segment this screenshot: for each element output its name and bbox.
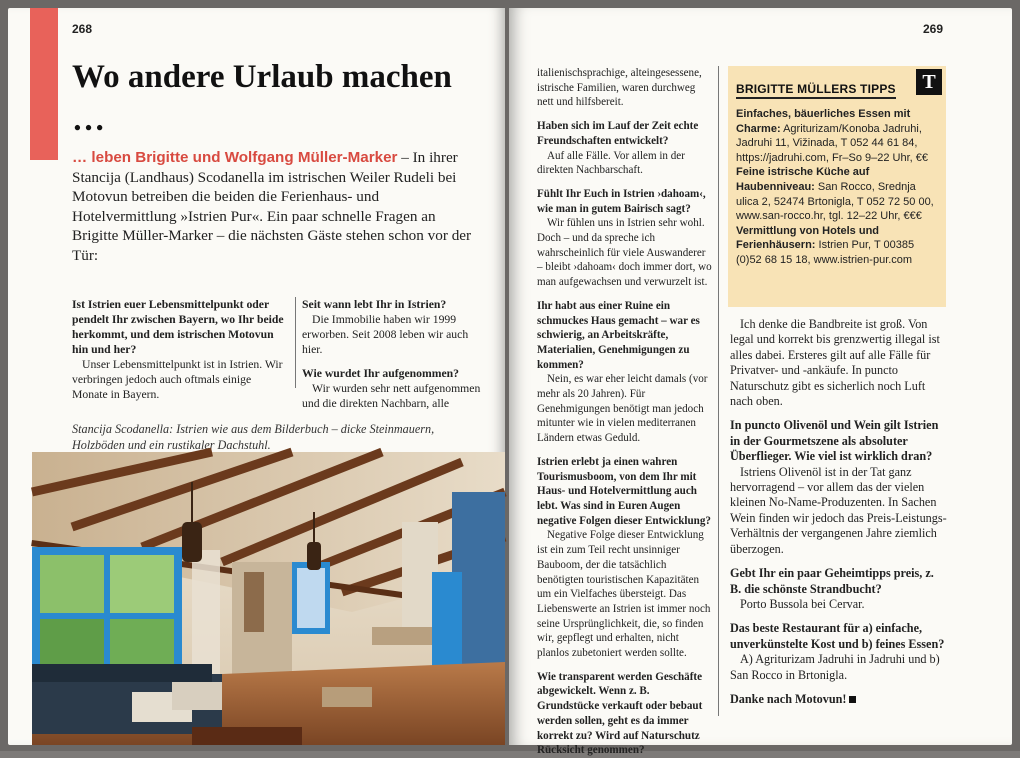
tip-text: Istrien Pur, T 00385 (0)52 68 15 18, www.istrien-pur.com bbox=[736, 239, 915, 266]
interior-photo bbox=[32, 452, 505, 745]
paragraph-gap bbox=[730, 409, 948, 418]
tip-item bbox=[736, 107, 940, 165]
tips-badge: T bbox=[916, 69, 942, 95]
interview-question: In puncto Olivenöl und Wein gilt Istrien in der Gourmetszene als absoluter Überflieger. Wie viel ist wirklich dran? bbox=[730, 418, 939, 464]
tip-text: Agriturizam/Konoba Jadruhi, Jadruhi 11, Vižinada, T 052 44 61 84, https://jadruhi.com, Fr–So 9–22 Uhr, €€ bbox=[736, 122, 928, 164]
paragraph-gap bbox=[537, 178, 713, 187]
tip-item bbox=[736, 224, 940, 268]
tips-box bbox=[728, 66, 946, 307]
intro-paragraph bbox=[72, 148, 483, 266]
interview-answer: Ich denke die Bandbreite ist groß. Von legal und korrekt bis grenzwertig illegal ist alles dabei. Ersteres gilt auf alle Fälle für Privatver- und -ankäufe. In puncto Naturschutz gibt es sicherlich noch Luft nach oben. bbox=[730, 317, 940, 409]
paragraph-gap bbox=[537, 446, 713, 455]
interview-question: Das beste Restaurant für a) einfache, unverkünstelte Kost und b) feines Essen? bbox=[730, 621, 945, 651]
paragraph-gap bbox=[537, 110, 713, 119]
interview-answer: Unser Lebensmittelpunkt ist in Istrien. Wir verbringen jedoch auch oftmals einige Monate in Bayern. bbox=[72, 358, 283, 401]
left-page bbox=[8, 8, 505, 745]
column-divider-right bbox=[718, 66, 719, 716]
right-page bbox=[509, 8, 1012, 757]
intro-lead: … leben Brigitte und Wolfgang Müller-Marker bbox=[72, 149, 398, 166]
interview-column-4 bbox=[730, 317, 948, 707]
paragraph-gap bbox=[537, 661, 713, 670]
end-mark bbox=[849, 696, 856, 703]
photo-caption: Stancija Scodanella: Istrien wie aus dem Bilderbuch – dicke Steinmauern, Holzböden und ein rustikaler Dachstuhl. bbox=[72, 422, 435, 452]
tips-list bbox=[736, 107, 940, 268]
paragraph-gap bbox=[730, 612, 948, 621]
interview-answer: Porto Bussola bei Cervar. bbox=[740, 596, 865, 611]
interview-question: Haben sich im Lauf der Zeit echte Freundschaften entwickelt? bbox=[537, 120, 699, 147]
interview-answer: Auf alle Fälle. Vor allem in der direkten Nachbarschaft. bbox=[537, 149, 685, 177]
interview-answer: Wir wurden sehr nett aufgenommen und die direkten Nachbarn, alle bbox=[302, 382, 481, 410]
headline: Wo andere Urlaub machen … bbox=[72, 59, 452, 138]
paragraph-gap bbox=[730, 683, 948, 692]
interview-question: Istrien erlebt ja einen wahren Tourismusboom, von dem Ihr mit Haus- und Hotelvermittlung auch lebt. Was sind in Euren Augen negative Folgen dieser Entwicklung? bbox=[537, 455, 711, 527]
interview-question: Gebt Ihr ein paar Geheimtipps preis, z. B. die schönste Strandbucht? bbox=[730, 566, 934, 596]
interview-answer: Negative Folge dieser Entwicklung ist ein zum Teil recht unsinniger Bauboom, der die tatsächlich benötigten touristischen Kapazitäten um ein Vielfaches übersteigt. Das Liebenswerte an Istrien ist immer noch seine Ursprünglichkeit, die, so finden wir, gepflegt und erhalten, nicht planlos zubetoniert werden sollte. bbox=[537, 529, 711, 660]
interview-question: Ihr habt aus einer Ruine ein schmuckes Haus gemacht – war es schwierig, an Arbeitskräfte, Materialien, Genehmigungen zu kommen? bbox=[537, 299, 700, 371]
interview-question: Fühlt Ihr Euch in Istrien ›dahoam‹, wie man in gutem Bairisch sagt? bbox=[537, 187, 706, 215]
interview-answer: Istriens Olivenöl ist in der Tat ganz hervorragend – vor allem das der vielen kleinen No-Name-Produzenten. In Sachen Wein finden wir jedoch das Preis-Leistungs-Verhältnis der vergangenen Jahre ziemlich überzogen. bbox=[730, 464, 947, 556]
tip-text: San Rocco, Srednja ulica 2, 52474 Brtonigla, T 052 72 50 00, www.san-rocco.hr, tgl. 12–22 Uhr, €€€ bbox=[736, 180, 934, 223]
interview-answer: Wir fühlen uns in Istrien sehr wohl. Doch – und da spreche ich wahrscheinlich für viele Auswanderer – bleibt ›dahoam‹ doch immer dort, wo man aufgewachsen und verwurzelt ist. bbox=[537, 217, 712, 289]
page-number-right: 269 bbox=[923, 22, 944, 36]
interview-answer: Nein, es war eher leicht damals (vor mehr als 20 Jahren). Für Genehmigungen benötigt man jedoch mitunter wie in vielen mediterranen Ländern etwas Geduld. bbox=[537, 373, 708, 445]
interview-answer: A) Agriturizam Jadruhi in Jadruhi und b) San Rocco in Brtonigla. bbox=[730, 652, 940, 682]
interview-question: Wie wurdet Ihr aufgenommen? bbox=[302, 367, 460, 380]
interior-photo-illustration bbox=[32, 452, 505, 745]
interview-answer: italienischsprachige, alteingesessene, istrische Familien, waren durchweg nett und hilfsbereit. bbox=[537, 67, 702, 109]
intro-text: – In ihrer Stancija (Landhaus) Scodanella im istrischen Weiler Rudeli bei Motovun betreiben die beiden die Ferienhaus- und Hotelvermittlung »Istrien Pur«. Ein paar schnelle Fragen an Brigitte Müller-Marker – die nächsten Gäste stehen schon vor der Tür: bbox=[72, 149, 472, 264]
paragraph-gap bbox=[537, 290, 713, 299]
tip-label: Feine istrische Küche auf Haubenniveau: bbox=[736, 166, 870, 193]
tips-title: BRIGITTE MÜLLERS TIPPS bbox=[736, 82, 896, 99]
tip-label: Vermittlung von Hotels und Ferienhäusern: bbox=[736, 224, 880, 252]
interview-column-2 bbox=[302, 297, 482, 411]
interview-question: Wie transparent werden Geschäfte abgewickelt. Wenn z. B. Grundstücke verkauft oder bebaut werden sollen, geht es da immer korrekt zu? Wird auf Naturschutz Rücksicht genommen? bbox=[537, 670, 703, 757]
tip-item bbox=[736, 165, 940, 223]
interview-answer: Die Immobilie haben wir 1999 erworben. Seit 2008 leben wir auch hier. bbox=[302, 313, 469, 356]
paragraph-gap bbox=[302, 357, 482, 366]
interview-question: Seit wann lebt Ihr in Istrien? bbox=[302, 298, 447, 311]
page-number-left: 268 bbox=[72, 22, 93, 36]
interview-question: Danke nach Motovun! bbox=[730, 692, 948, 707]
interview-column-1 bbox=[72, 297, 286, 402]
tip-label: Einfaches, bäuerliches Essen mit Charme: bbox=[736, 108, 911, 135]
column-divider bbox=[295, 297, 296, 388]
interview-column-3 bbox=[537, 66, 713, 758]
chapter-color-bar bbox=[30, 8, 58, 160]
interview-question: Ist Istrien euer Lebensmittelpunkt oder pendelt Ihr zwischen Bayern, wo Ihr beide herkommt, und dem istrischen Motovun hin und her? bbox=[72, 298, 284, 356]
paragraph-gap bbox=[730, 557, 948, 566]
